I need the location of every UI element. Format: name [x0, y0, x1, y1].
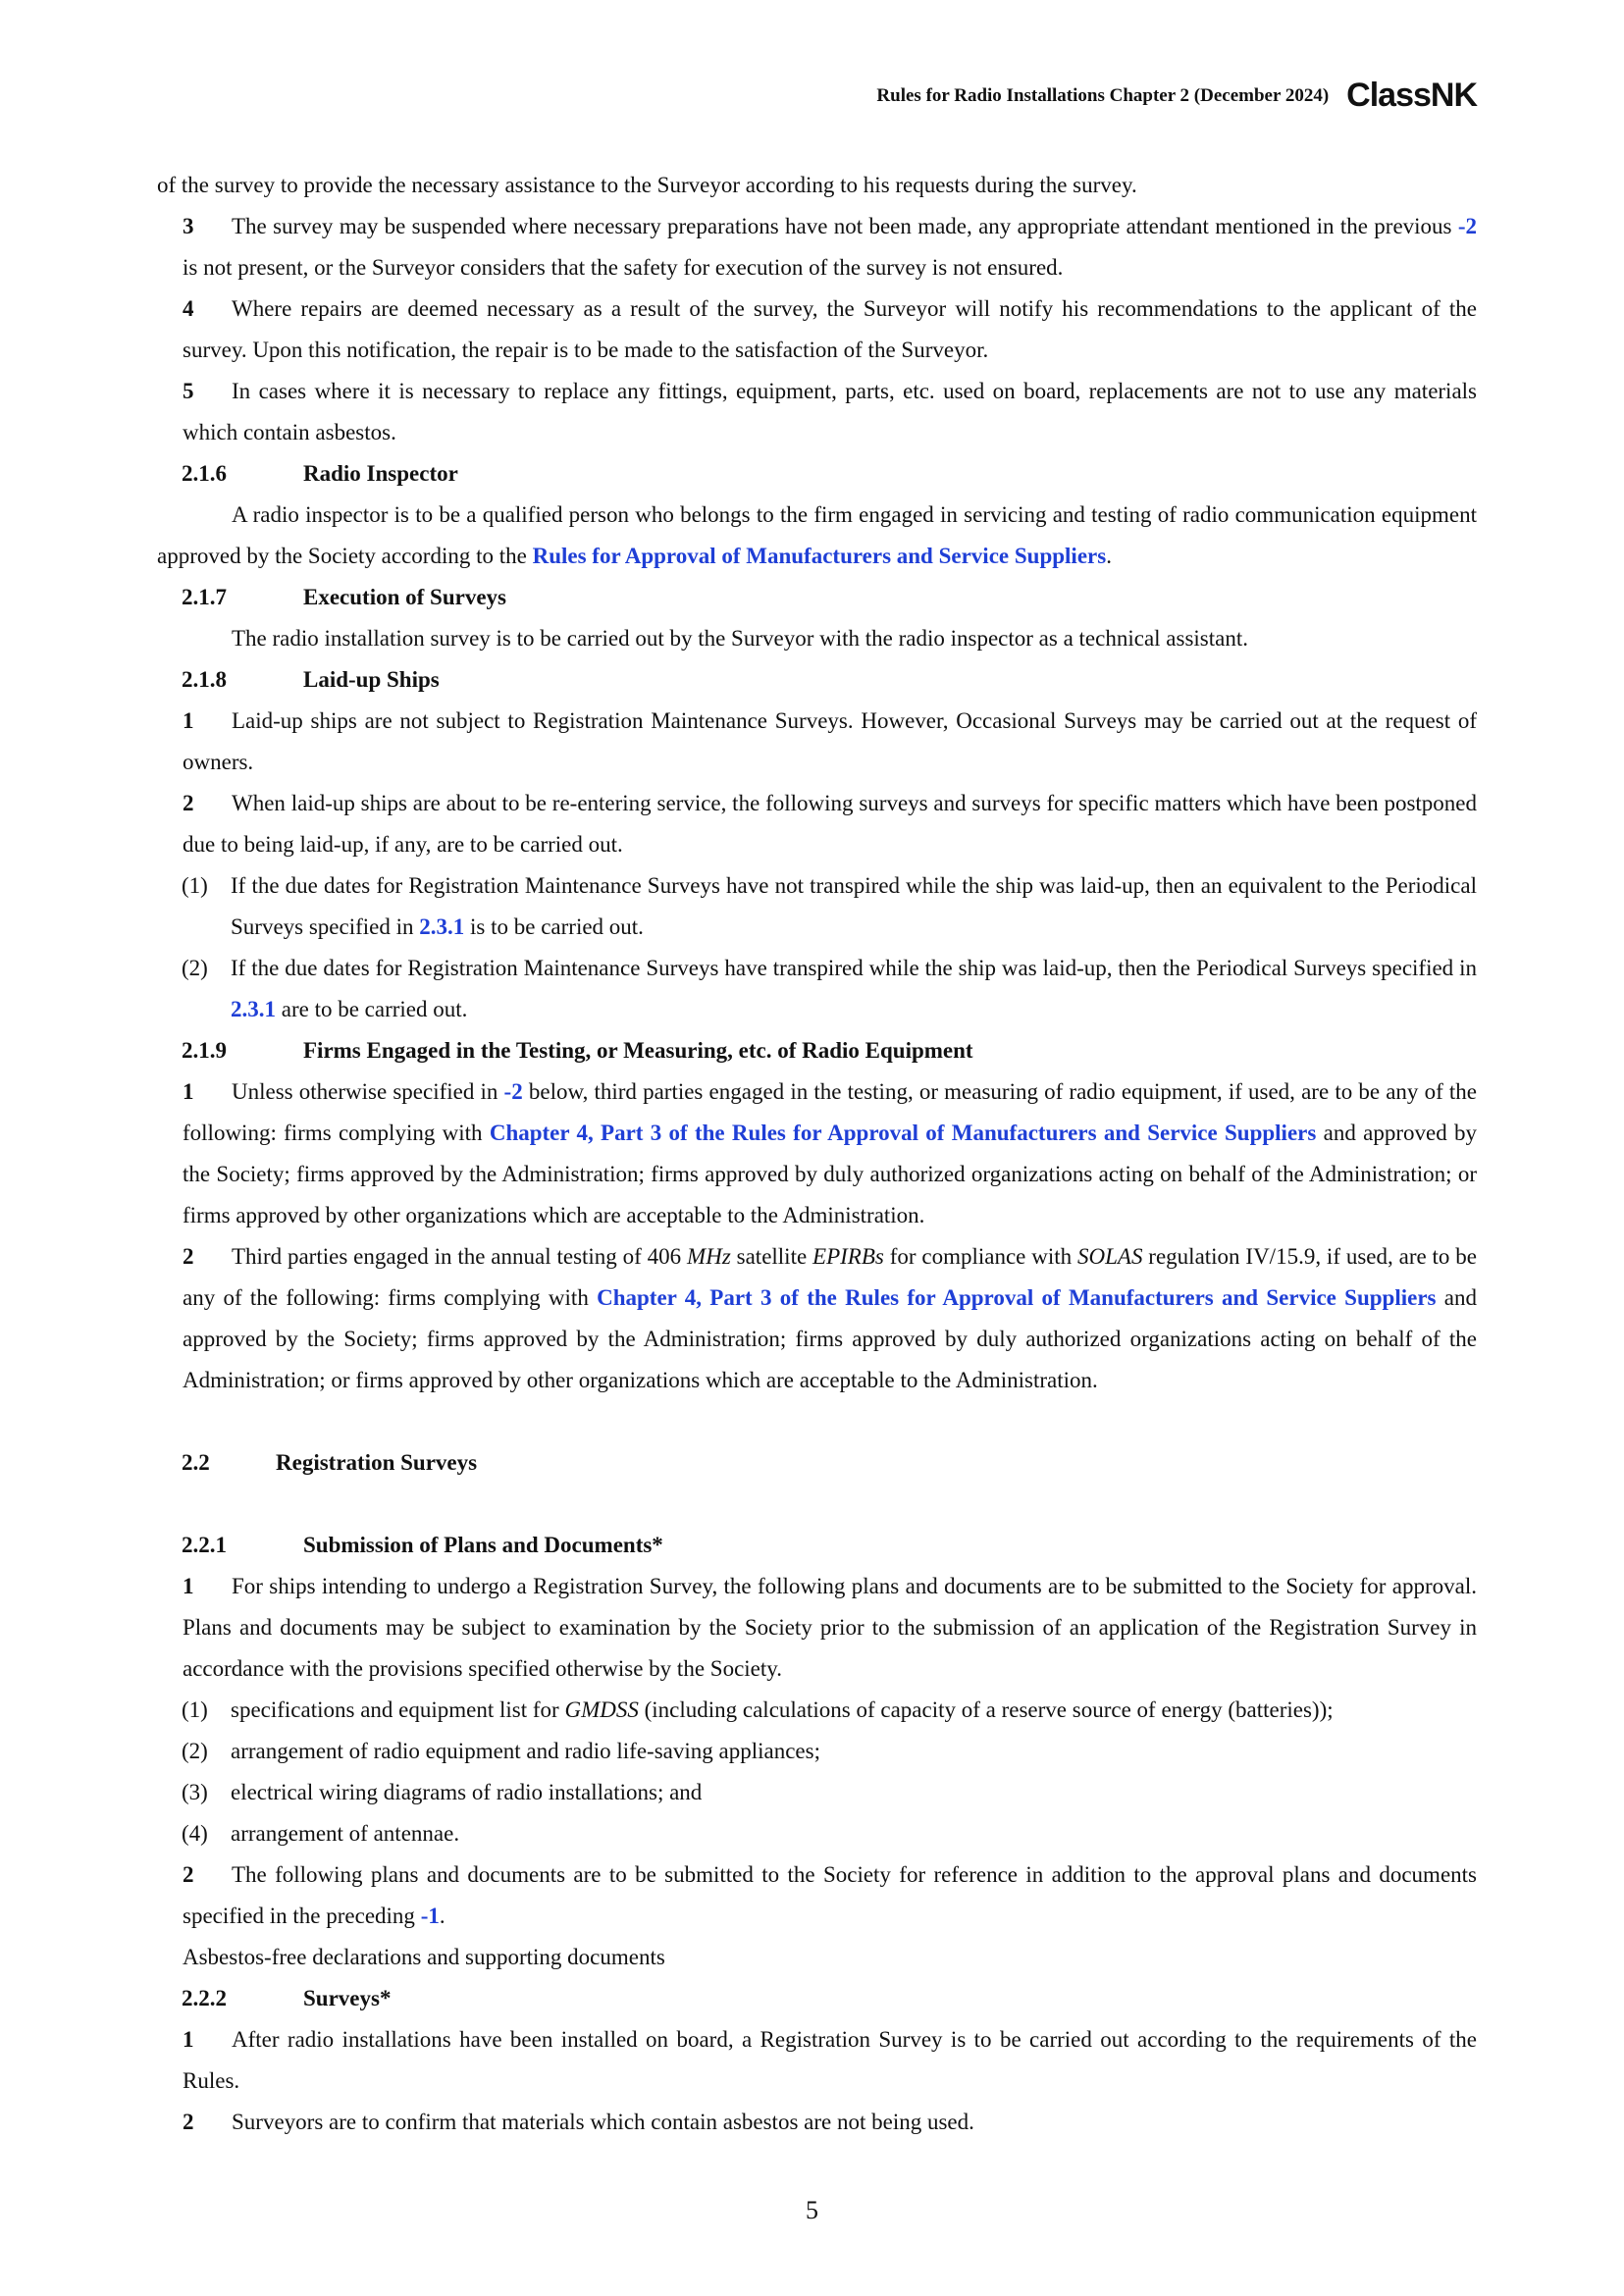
ref-link[interactable]: -1 [420, 1904, 440, 1928]
paragraph-number: 1 [183, 1079, 194, 1104]
paragraph-number: 3 [183, 214, 194, 238]
paragraph-2-2-2-2: 2 Surveyors are to confirm that materials which contain asbestos are not being used. [157, 2102, 1477, 2143]
paragraph-number: 5 [183, 379, 194, 403]
note-asbestos: Asbestos-free declarations and supporting documents [183, 1945, 665, 1969]
ref-link[interactable]: Chapter 4, Part 3 of the Rules for Approval of Manufacturers and Service Suppliers [597, 1285, 1437, 1310]
document-body [157, 165, 1477, 2143]
paragraph-2-1-8-1: 1 Laid-up ships are not subject to Registration Maintenance Surveys. However, Occasional Surveys may be carried out at the request of owners. [157, 701, 1477, 783]
page-header [876, 77, 1477, 115]
paragraph-number: 4 [183, 296, 194, 321]
paragraph-number: 1 [183, 1574, 194, 1598]
paragraph-number: 2 [183, 1244, 194, 1269]
paragraph-2-1-6: A radio inspector is to be a qualified person who belongs to the firm engaged in servicing and testing of radio communication equipment approved by the Society according to the Rules for Approval of Manufacturers and Service Suppliers. [157, 502, 1477, 568]
paragraph-number: 2 [183, 791, 194, 815]
ref-link[interactable]: Rules for Approval of Manufacturers and Service Suppliers [532, 544, 1107, 568]
list-item: (3) electrical wiring diagrams of radio installations; and [182, 1780, 703, 1804]
ref-link[interactable]: -2 [1457, 214, 1477, 238]
header-title: Rules for Radio Installations Chapter 2 (December 2024) [876, 84, 1330, 106]
paragraph-5: 5 In cases where it is necessary to replace any fittings, equipment, parts, etc. used on board, replacements are not to use any materials which contain asbestos. [157, 371, 1477, 453]
spacer [157, 1484, 1477, 1525]
paragraph-2-1-7: The radio installation survey is to be carried out by the Surveyor with the radio inspector as a technical assistant. [232, 626, 1248, 651]
paragraph-number: 1 [183, 2027, 194, 2052]
ref-link[interactable]: -2 [503, 1079, 523, 1104]
paragraph-2-1-9-1: 1 Unless otherwise specified in -2 below, third parties engaged in the testing, or measuring of radio equipment, if used, are to be any of the following: firms complying with Chapter 4, Part 3 of the Rules for Approval of Manufacturers and Service Suppliers and approved by the Society; firms approved by the Administration; firms approved by duly authorized organizations acting on behalf of the Administration; or firms approved by other organizations which are acceptable to the Administration. [157, 1071, 1477, 1236]
list-item: (4) arrangement of antennae. [182, 1821, 460, 1846]
paragraph-number: 2 [183, 2110, 194, 2134]
section-heading-2-1-9: 2.1.9 Firms Engaged in the Testing, or Measuring, etc. of Radio Equipment [182, 1038, 973, 1063]
paragraph-2-1-9-2: 2 Third parties engaged in the annual testing of 406 MHz satellite EPIRBs for compliance with SOLAS regulation IV/15.9, if used, are to be any of the following: firms complying with Chapter 4, Part 3 of the Rules for Approval of Manufacturers and Service Suppliers and approved by the Society; firms approved by the Administration; firms approved by duly authorized organizations acting on behalf of the Administration; or firms approved by other organizations which are acceptable to the Administration. [157, 1236, 1477, 1401]
section-heading-2-2: 2.2 Registration Surveys [182, 1450, 478, 1475]
paragraph-3: 3 The survey may be suspended where necessary preparations have not been made, any appropriate attendant mentioned in the previous -2 is not present, or the Surveyor considers that the safety for execution of the survey is not ensured. [157, 206, 1477, 288]
list-item: (2) arrangement of radio equipment and radio life-saving appliances; [182, 1739, 820, 1763]
section-heading-2-2-2: 2.2.2 Surveys* [182, 1986, 392, 2010]
paragraph-2-1-8-2: 2 When laid-up ships are about to be re-entering service, the following surveys and surveys for specific matters which have been postponed due to being laid-up, if any, are to be carried out. [157, 783, 1477, 865]
ref-link[interactable]: 2.3.1 [231, 997, 276, 1021]
paragraph-number: 2 [183, 1862, 194, 1887]
list-item: (1) If the due dates for Registration Maintenance Surveys have not transpired while the ship was laid-up, then an equivalent to the Periodical Surveys specified in 2.3.1 is to be carried out. [182, 873, 1477, 939]
section-heading-2-2-1: 2.2.1 Submission of Plans and Documents* [182, 1533, 663, 1557]
section-heading-2-1-8: 2.1.8 Laid-up Ships [182, 667, 440, 692]
section-heading-2-1-6: 2.1.6 Radio Inspector [182, 461, 458, 486]
classnk-logo: ClassNK [1346, 77, 1477, 114]
section-heading-2-1-7: 2.1.7 Execution of Surveys [182, 585, 506, 609]
page-number: 5 [806, 2196, 818, 2224]
paragraph-2-2-1-2: 2 The following plans and documents are to be submitted to the Society for reference in addition to the approval plans and documents specified in the preceding -1. [157, 1854, 1477, 1937]
ref-link[interactable]: 2.3.1 [419, 914, 465, 939]
paragraph-continuation: of the survey to provide the necessary assistance to the Surveyor according to his requests during the survey. [157, 173, 1137, 197]
paragraph-2-2-2-1: 1 After radio installations have been installed on board, a Registration Survey is to be carried out according to the requirements of the Rules. [157, 2019, 1477, 2102]
paragraph-4: 4 Where repairs are deemed necessary as a result of the survey, the Surveyor will notify his recommendations to the applicant of the survey. Upon this notification, the repair is to be made to the satisfaction of the Surveyor. [157, 288, 1477, 371]
list-item: (2) If the due dates for Registration Maintenance Surveys have transpired while the ship was laid-up, then the Periodical Surveys specified in 2.3.1 are to be carried out. [182, 956, 1477, 1021]
paragraph-number: 1 [183, 708, 194, 733]
list-item: (1) specifications and equipment list for GMDSS (including calculations of capacity of a reserve source of energy (batteries)); [182, 1697, 1334, 1722]
spacer [157, 1401, 1477, 1442]
paragraph-2-2-1-1: 1 For ships intending to undergo a Registration Survey, the following plans and documents are to be submitted to the Society for approval. Plans and documents may be subject to examination by the Society prior to the submission of an application of the Registration Survey in accordance with the provisions specified otherwise by the Society. [157, 1566, 1477, 1690]
ref-link[interactable]: Chapter 4, Part 3 of the Rules for Approval of Manufacturers and Service Suppliers [489, 1121, 1317, 1145]
